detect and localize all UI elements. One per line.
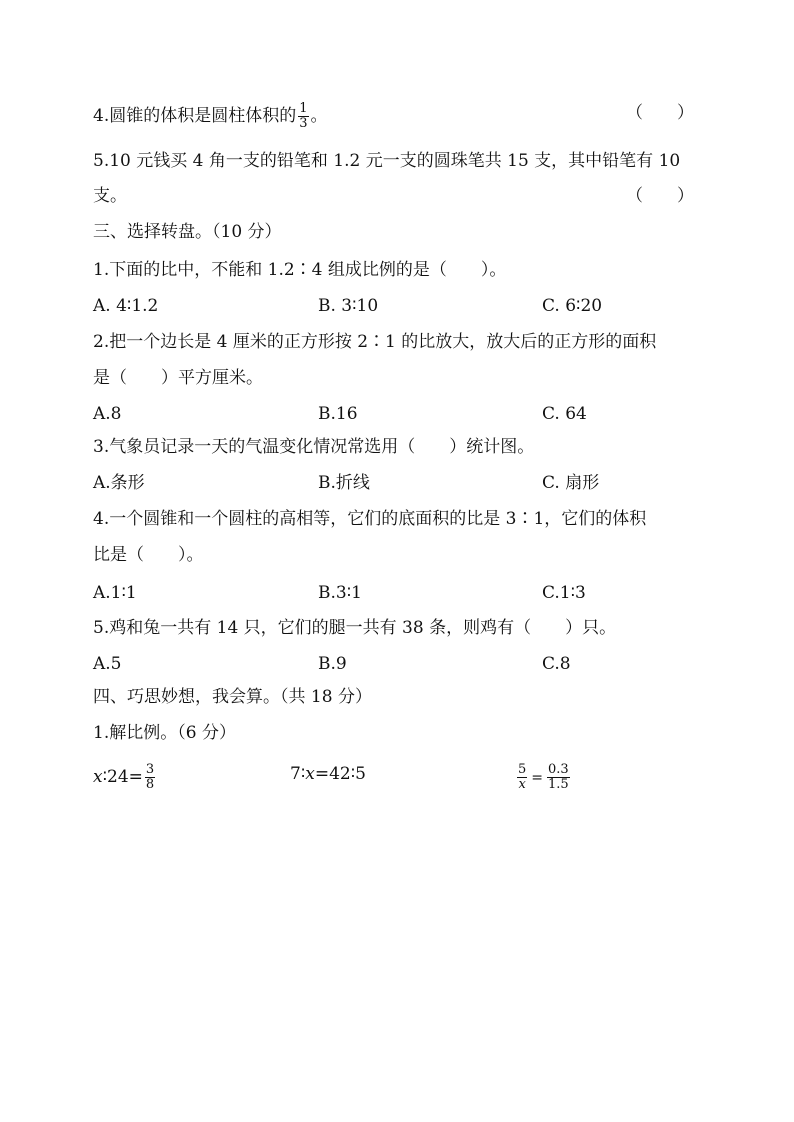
option-3-5-b[interactable]: B.9: [318, 654, 347, 674]
fraction-five-over-x: $\frac{5}{x}$: [518, 762, 527, 792]
equation-1: x∶24= $\frac{3}{8}$: [93, 762, 155, 792]
question-3-4-line1: 4.一个圆锥和一个圆柱的高相等，它们的底面积的比是 3∶1，它们的体积: [93, 509, 647, 529]
option-3-5-c[interactable]: C.8: [542, 654, 571, 674]
option-3-5-a[interactable]: A.5: [93, 654, 122, 674]
question-2-4: 4.圆锥的体积是圆柱体积的 $\frac{1}{3}$ 。: [93, 101, 328, 131]
option-3-2-b[interactable]: B.16: [318, 404, 358, 424]
section-4-heading: 四、巧思妙想，我会算。（共 18 分）: [93, 687, 372, 707]
question-3-4-line2: 比是（ ）。: [93, 545, 204, 565]
option-3-3-a[interactable]: A.条形: [93, 473, 145, 493]
equation-2: 7∶x=42∶5: [290, 764, 366, 784]
fraction-three-eighths: $\frac{3}{8}$: [145, 762, 155, 792]
answer-blank-2-4[interactable]: （ ）: [626, 103, 694, 123]
question-2-4-text: 4.圆锥的体积是圆柱体积的: [93, 106, 297, 126]
fraction-one-third: $\frac{1}{3}$: [299, 101, 308, 131]
option-3-1-a[interactable]: A. 4∶1.2: [93, 296, 159, 316]
option-3-2-c[interactable]: C. 64: [542, 404, 587, 424]
answer-blank-2-5[interactable]: （ ）: [626, 186, 694, 206]
question-2-5-line1: 5.10 元钱买 4 角一支的铅笔和 1.2 元一支的圆珠笔共 15 支，其中铅笔有 10: [93, 151, 681, 171]
option-3-1-b[interactable]: B. 3∶10: [318, 296, 379, 316]
option-3-3-b[interactable]: B.折线: [318, 473, 370, 493]
question-3-2-line2: 是（ ）平方厘米。: [93, 368, 263, 388]
question-3-1: 1.下面的比中，不能和 1.2∶4 组成比例的是（ ）。: [93, 260, 507, 280]
equation-3: $\frac{5}{x}$ = $\frac{0.3}{1.5}$: [518, 762, 569, 792]
sub-question-4-1: 1.解比例。（6 分）: [93, 723, 236, 743]
question-2-5-line2: 支。: [93, 186, 127, 206]
section-3-heading: 三、选择转盘。（10 分）: [93, 222, 282, 242]
option-3-4-c[interactable]: C.1∶3: [542, 583, 586, 603]
option-3-4-a[interactable]: A.1∶1: [93, 583, 137, 603]
question-3-2-line1: 2.把一个边长是 4 厘米的正方形按 2∶1 的比放大，放大后的正方形的面积: [93, 332, 657, 352]
option-3-1-c[interactable]: C. 6∶20: [542, 296, 603, 316]
fraction-point3-over-1point5: $\frac{0.3}{1.5}$: [548, 762, 569, 792]
option-3-2-a[interactable]: A.8: [93, 404, 122, 424]
question-3-5: 5.鸡和兔一共有 14 只，它们的腿一共有 38 条，则鸡有（ ）只。: [93, 618, 617, 638]
question-3-3: 3.气象员记录一天的气温变化情况常选用（ ）统计图。: [93, 437, 535, 457]
option-3-4-b[interactable]: B.3∶1: [318, 583, 362, 603]
option-3-3-c[interactable]: C. 扇形: [542, 473, 600, 493]
